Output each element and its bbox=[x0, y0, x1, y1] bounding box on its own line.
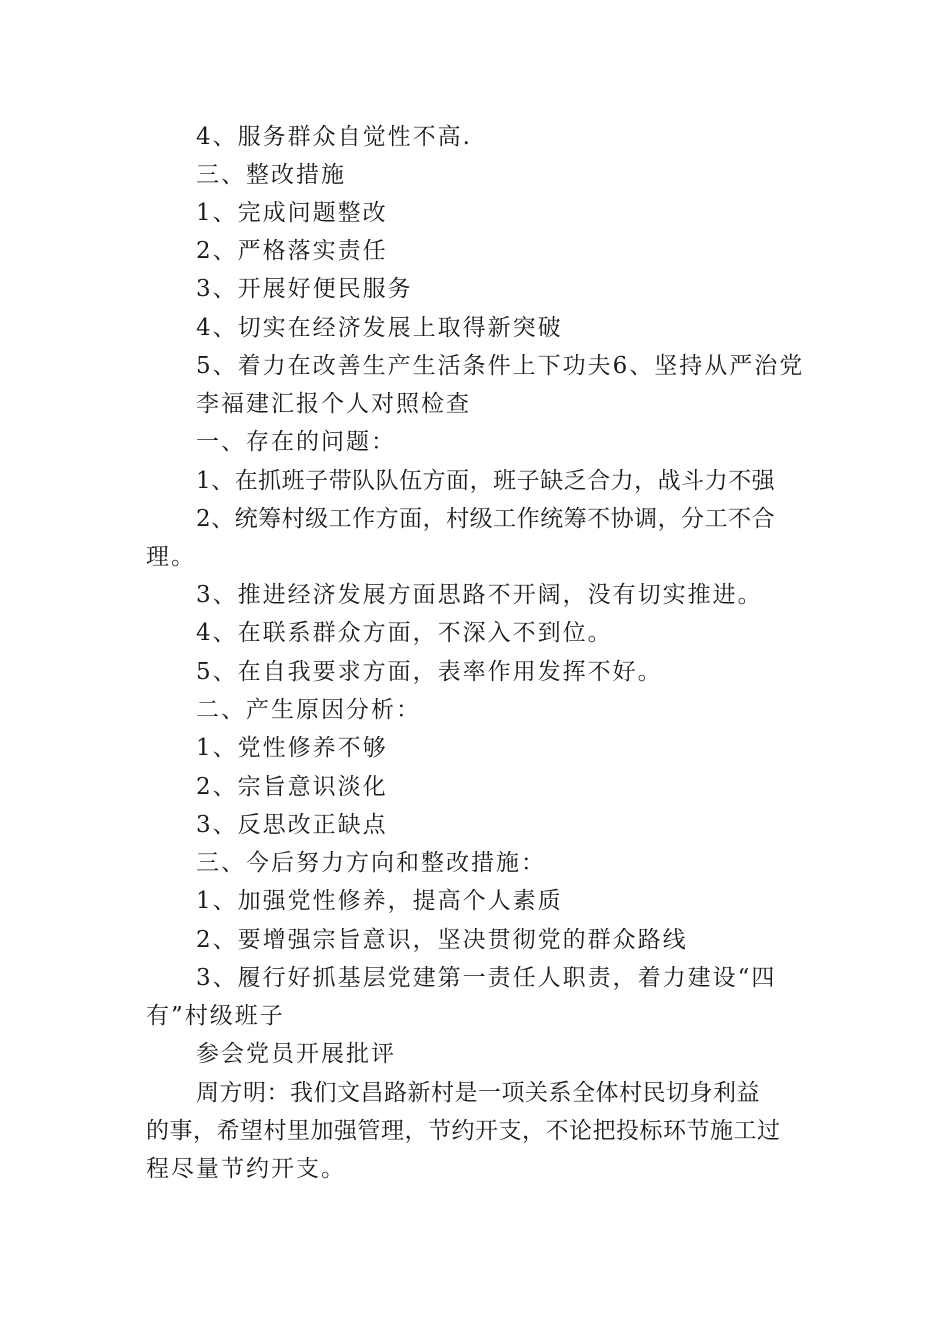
section-heading: 参会党员开展批评 bbox=[196, 1041, 396, 1067]
text-line: 的事，希望村里加强管理，节约开支，不论把投标环节施工过 bbox=[146, 1118, 781, 1144]
text-line: 1、完成问题整改 bbox=[196, 200, 388, 226]
text-line: 2、要增强宗旨意识，坚决贯彻党的群众路线 bbox=[196, 927, 688, 953]
text-line: 4、服务群众自觉性不高. bbox=[196, 124, 472, 150]
text-line: 4、在联系群众方面，不深入不到位。 bbox=[196, 620, 613, 646]
section-heading: 三、整改措施 bbox=[196, 162, 346, 188]
text-line: 4、切实在经济发展上取得新突破 bbox=[196, 315, 563, 341]
text-line: 周方明：我们文昌路新村是一项关系全体村民切身利益 bbox=[196, 1080, 760, 1106]
text-line: 3、履行好抓基层党建第一责任人职责，着力建设“四 bbox=[196, 965, 777, 991]
text-line: 5、着力在改善生产生活条件上下功夫6、坚持从严治党 bbox=[196, 353, 805, 379]
text-line: 3、开展好便民服务 bbox=[196, 276, 413, 302]
section-heading: 一、存在的问题： bbox=[196, 429, 396, 455]
text-line: 5、在自我要求方面，表率作用发挥不好。 bbox=[196, 659, 663, 685]
section-heading: 李福建汇报个人对照检查 bbox=[196, 391, 471, 417]
text-line: 2、严格落实责任 bbox=[196, 238, 388, 264]
text-line: 3、反思改正缺点 bbox=[196, 812, 388, 838]
section-heading: 二、产生原因分析： bbox=[196, 697, 421, 723]
text-line: 1、党性修养不够 bbox=[196, 735, 388, 761]
section-heading: 三、今后努力方向和整改措施： bbox=[196, 850, 546, 876]
text-line: 1、在抓班子带队队伍方面，班子缺乏合力，战斗力不强 bbox=[196, 468, 776, 494]
text-line: 2、统筹村级工作方面，村级工作统筹不协调，分工不合 bbox=[196, 506, 776, 532]
text-line: 1、加强党性修养，提高个人素质 bbox=[196, 888, 563, 914]
text-line: 有”村级班子 bbox=[146, 1003, 285, 1029]
text-line: 程尽量节约开支。 bbox=[146, 1156, 346, 1182]
text-line: 2、宗旨意识淡化 bbox=[196, 774, 388, 800]
text-line: 3、推进经济发展方面思路不开阔，没有切实推进。 bbox=[196, 582, 763, 608]
text-line: 理。 bbox=[146, 544, 196, 570]
